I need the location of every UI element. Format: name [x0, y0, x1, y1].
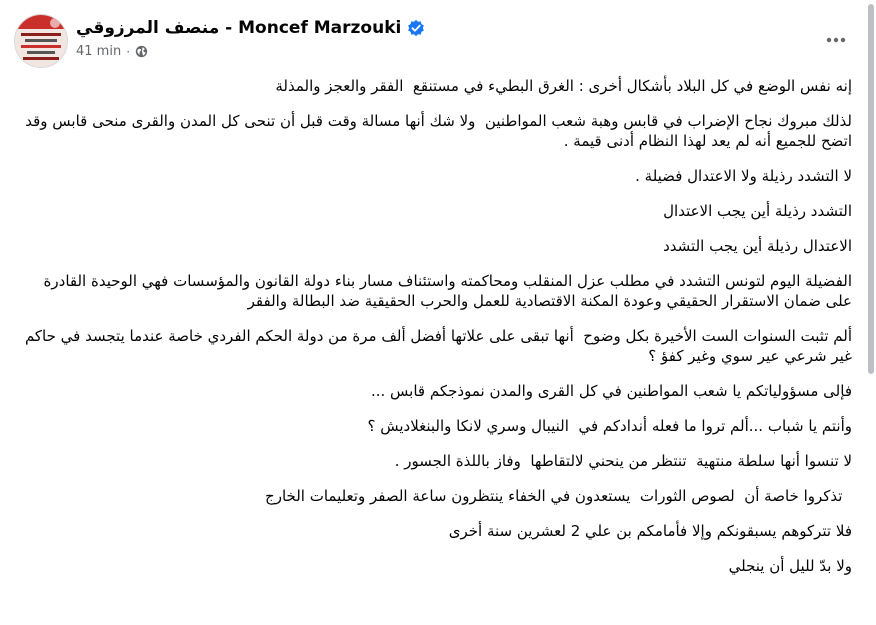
post-paragraph: وأنتم يا شباب ...ألم تروا ما فعله أندادكم في النيبال وسري لانكا والبنغلاديش ؟ — [367, 417, 852, 435]
post-paragraph: تذكروا خاصة أن لصوص الثورات يستعدون في الخفاء ينتظرون ساعة الصفر وتعليمات الخارج — [265, 487, 852, 505]
post-paragraph: ولا بدّ لليل أن ينجلي — [728, 557, 852, 575]
post-header — [12, 10, 862, 70]
post-paragraph: فإلى مسؤولياتكم يا شعب المواطنين في كل القرى والمدن نموذجكم قابس ... — [370, 382, 852, 400]
author-row — [76, 18, 425, 38]
post-timestamp[interactable]: 41 min — [76, 44, 122, 59]
scrollbar-track[interactable] — [866, 0, 876, 625]
author-name[interactable]: منصف المرزوقي - Moncef Marzouki — [76, 18, 402, 38]
post-paragraph: لذلك مبروك نجاح الإضراب في قابس وهبة شعب المواطنين ولا شك أنها مسالة وقت قبل أن تنحى كل المدن والقرى منحى قابس وقد اتضح للجميع أنه لم يعد لهذا النظام أدنى قيمة . — [20, 112, 852, 150]
profile-avatar[interactable] — [14, 14, 68, 68]
globe-icon[interactable] — [135, 45, 148, 58]
post-paragraph: لا التشدد رذيلة ولا الاعتدال فضيلة . — [635, 167, 852, 185]
meta-separator: · — [126, 44, 131, 59]
post-paragraph: الفضيلة اليوم لتونس التشدد في مطلب عزل المنقلب ومحاكمته واستئناف مسار بناء دولة القانون والمؤسسات فهي الوحيدة القادرة على ضمان الاستقرار الحقيقي وعودة المكنة الاقتصادية للعمل والحرب الحقيقية ضد البطالة والفقر — [38, 272, 852, 310]
post-paragraph: التشدد رذيلة أين يجب الاعتدال — [663, 202, 852, 220]
post-paragraph: إنه نفس الوضع في كل البلاد بأشكال أخرى : الغرق البطيء في مستنقع الفقر والعجز والمذلة — [275, 77, 852, 95]
profile-avatar-image — [15, 15, 67, 67]
more-options-button[interactable] — [818, 22, 854, 58]
post-body — [18, 76, 852, 591]
post-meta — [76, 44, 148, 59]
more-options-icon — [826, 37, 846, 43]
scrollbar-thumb[interactable] — [868, 4, 874, 374]
post-paragraph: لا تنسوا أنها سلطة منتهية تنتظر من ينحني لالتقاطها وفاز باللذة الجسور . — [394, 452, 852, 470]
post-paragraph: فلا تتركوهم يسبقونكم وإلا فأمامكم بن علي 2 لعشرين سنة أخرى — [448, 522, 852, 540]
verified-badge-icon — [407, 19, 425, 37]
post-paragraph: ألم تثبت السنوات الست الأخيرة بكل وضوح أنها تبقى على علاتها أفضل ألف مرة من دولة الحكم الفردي خاصة عندما يتجسد في حاكم غير شرعي عير سوي وغير كفؤ ؟ — [20, 327, 852, 365]
post-paragraph: الاعتدال رذيلة أين يجب التشدد — [663, 237, 852, 255]
